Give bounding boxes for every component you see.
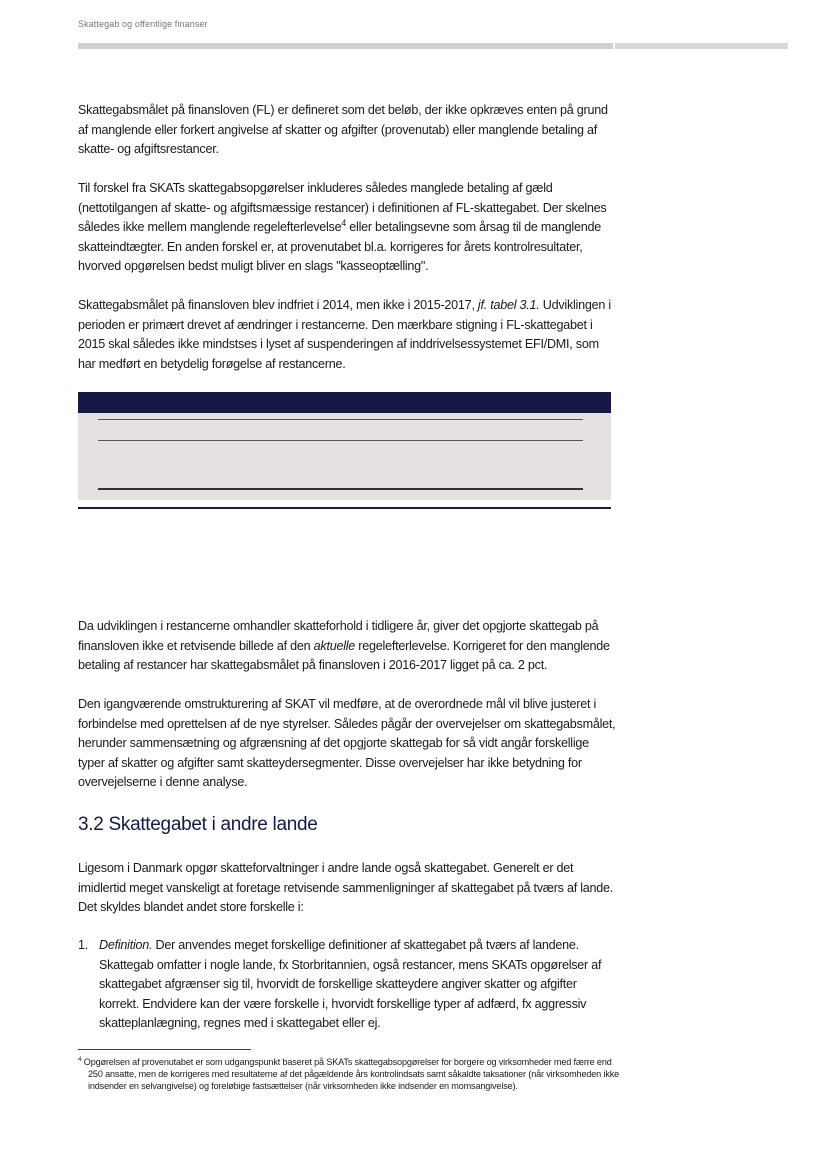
footnote-marker: 4 <box>78 1055 82 1063</box>
list-body: Der anvendes meget forskellige definitioner af skattegabet på tværs af landene. Skattegab omfatter i nogle lande, fx Storbritannien, også restancer, mens SKATs opgørelser af skattegabet afgrænser sig til, hvorvidt de forskellige skatteydere angiver skatter og afgifter korrekt. Endvidere kan der være forskelle i, hvorvidt forskellige typer af adfærd, fx aggressiv skatteplanlægning, regnes med i skattegabet eller ej. <box>99 938 602 1030</box>
running-header: Skattegab og offentlige finanser <box>78 19 208 29</box>
paragraph-text: Da udviklingen i restancerne omhandler skatteforhold i tidligere år, giver det opgjorte skattegab på finansloven ikke et retvisende billede af den <box>78 619 599 653</box>
paragraph-restructuring: Den igangværende omstrukturering af SKAT vil medføre, at de overordnede mål vil blive justeret i forbindelse med oprettelsen af de nye styrelser. Således pågår der overvejelser om skattegabsmålet, herunder sammensætning og afgrænsning af det opgjorte skattegab for så vidt angår forskellige typer af skatter og afgifter samt skatteydersegmenter. Disse overvejelser har ikke betydning for overvejelserne i denne analyse. <box>78 697 616 789</box>
paragraph-target-history <box>78 296 618 374</box>
footnote-text: Opgørelsen af provenutabet er som udgangspunkt baseret på SKATs skattegabsopgørelser for borgere og virksomheder med færre end 250 ansatte, men de korrigeres med resultaterne af det pågældende års kontrolindsats samt såkaldte taksationer (når virksomheden ikke indsender en selvangivelse) og foreløbige fastsættelser (når virksomheden ikke indsender en momsangivelse). <box>81 1057 620 1092</box>
paragraph-skat-difference <box>78 179 618 277</box>
table-body <box>78 413 611 500</box>
footnote-reference[interactable]: 4 <box>341 217 347 228</box>
header-rule <box>78 43 613 49</box>
paragraph-text: Skattegabsmålet på finansloven blev indfriet i 2014, men ikke i 2015-2017, <box>78 298 478 312</box>
table-rule <box>98 419 583 420</box>
table-header-bar <box>78 392 611 413</box>
section-heading: 3.2 Skattegabet i andre lande <box>78 814 318 835</box>
paragraph-text: Til forskel fra SKATs skattegabsopgørelser inkluderes således manglede betaling af gæld (nettotilgangen af skatte- og afgiftsmæssige restancer) i definitionen af FL-skattegabet. Der skelnes således ikke mellem manglende regelefterlevelse <box>78 181 607 234</box>
paragraph-text: Udviklingen i perioden er primært drevet af ændringer i restancerne. Den mærkbare stigning i FL-skattegabet i 2015 skal således ikke mindstses i lyset af suspenderingen af inddrivelsessystemet EFI/DMI, som har medført en betydelig forøgelse af restancerne. <box>78 298 611 371</box>
footnote-rule <box>78 1049 251 1050</box>
table-rule-bottom <box>98 488 583 490</box>
paragraph-fl-definition: Skattegabsmålet på finansloven (FL) er defineret som det beløb, der ikke opkræves enten på grund af manglende eller forkert angivelse af skatter og afgifter (provenutab) eller manglende betaling af skatte- og afgiftsrestancer. <box>78 103 608 156</box>
table-rule <box>98 440 583 441</box>
table-bottom-rule <box>78 507 611 509</box>
paragraph-restances <box>78 617 618 676</box>
paragraph-international: Ligesom i Danmark opgør skatteforvaltninger i andre lande også skattegabet. Generelt er det imidlertid meget vanskeligt at foretage retvisende sammenligninger af skattegabet på tværs af lande. Det skyldes blandet andet store forskelle i: <box>78 861 614 914</box>
list-text <box>99 936 618 1034</box>
footnote <box>78 1056 628 1093</box>
header-rule-margin <box>615 43 788 49</box>
paragraph-text: eller betalingsevne som årsag til de manglende skatteindtægter. En anden forskel er, at provenutabet bl.a. korrigeres for årets kontrolresultater, hvorved opgørelsen bedst muligt bliver en slags "kasseoptælling". <box>78 220 601 273</box>
emphasis-aktuelle: aktuelle <box>313 638 356 653</box>
list-term: Definition. <box>99 938 153 952</box>
list-number: 1. <box>78 938 89 952</box>
paragraph-text: regelefterlevelse. Korrigeret for den manglende betaling af restancer har skattegabsmålet på finansloven i 2016-2017 ligget på ca. 2 pct. <box>78 638 610 672</box>
table-3-1 <box>78 392 611 511</box>
table-reference[interactable]: jf. tabel 3.1. <box>477 298 540 312</box>
